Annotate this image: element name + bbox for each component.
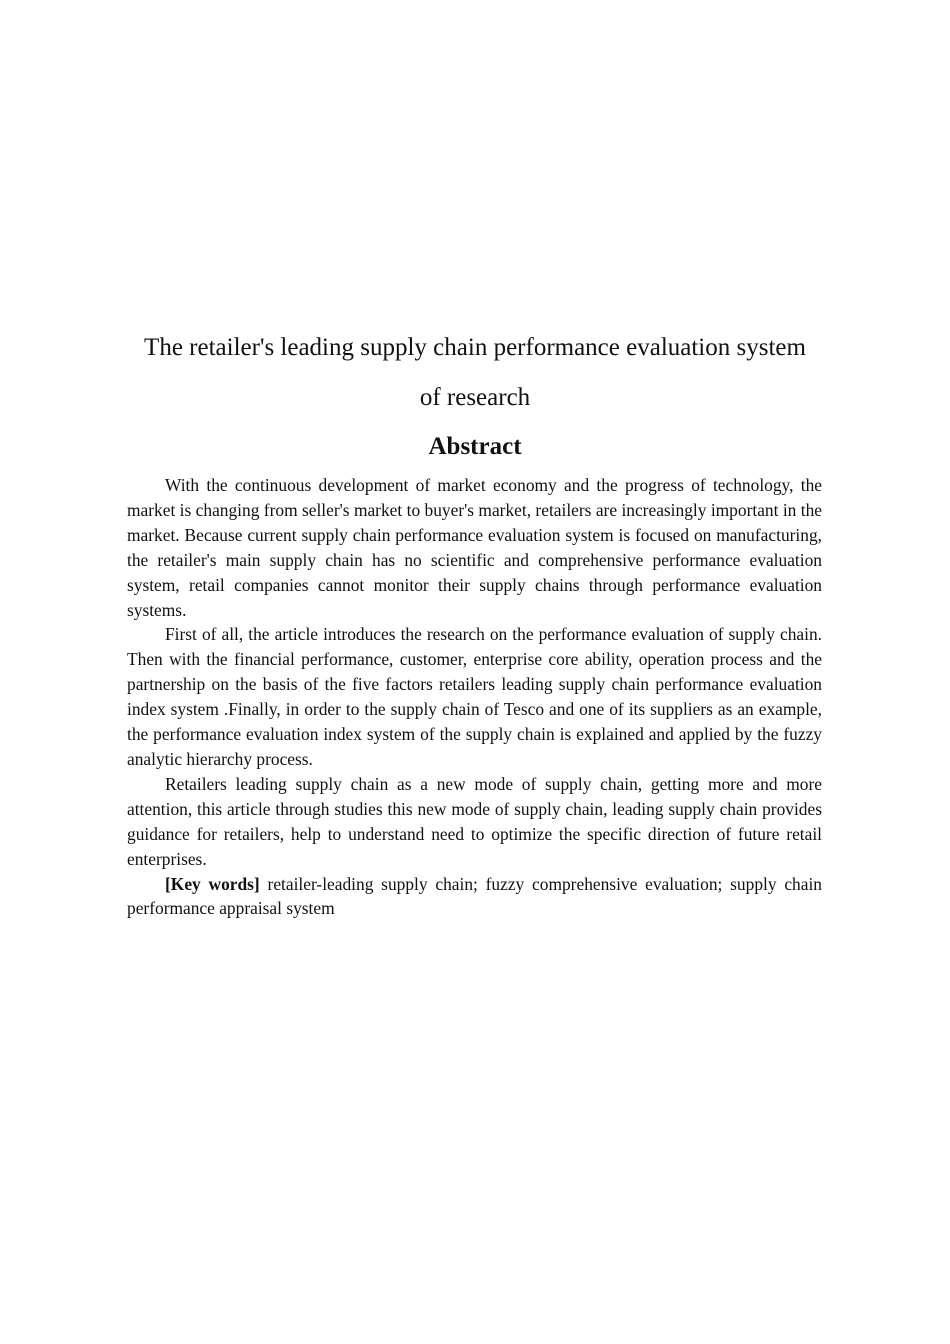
keywords-paragraph	[127, 872, 822, 922]
abstract-paragraph-2: First of all, the article introduces the research on the performance evaluation of supply chain. Then with the financial performance, customer, enterprise core ability, operation process and the partnership on the basis of the five factors retailers leading supply chain performance evaluation index system .Finally, in order to the supply chain of Tesco and one of its suppliers as an example, the performance evaluation index system of the supply chain is explained and applied by the fuzzy analytic hierarchy process.	[127, 624, 822, 769]
abstract-heading: Abstract	[428, 433, 522, 460]
abstract-body	[127, 473, 822, 921]
abstract-paragraph-3: Retailers leading supply chain as a new mode of supply chain, getting more and more attention, this article through studies this new mode of supply chain, leading supply chain provides guidance for retailers, help to understand need to optimize the specific direction of future retail enterprises.	[127, 773, 822, 869]
abstract-paragraph-1: With the continuous development of market economy and the progress of technology, the market is changing from seller's market to buyer's market, retailers are increasingly important in the market. Because current supply chain performance evaluation system is focused on manufacturing, the retailer's main supply chain has no scientific and comprehensive performance evaluation system, retail companies cannot monitor their supply chains through performance evaluation systems.	[127, 475, 822, 620]
paper-title-line-1: The retailer's leading supply chain performance evaluation system	[144, 334, 806, 361]
paper-title-line-2: of research	[419, 384, 531, 411]
keywords-text: retailer-leading supply chain; fuzzy comprehensive evaluation; supply chain performance appraisal system	[127, 873, 822, 919]
keywords-label: [Key words]	[165, 873, 260, 894]
